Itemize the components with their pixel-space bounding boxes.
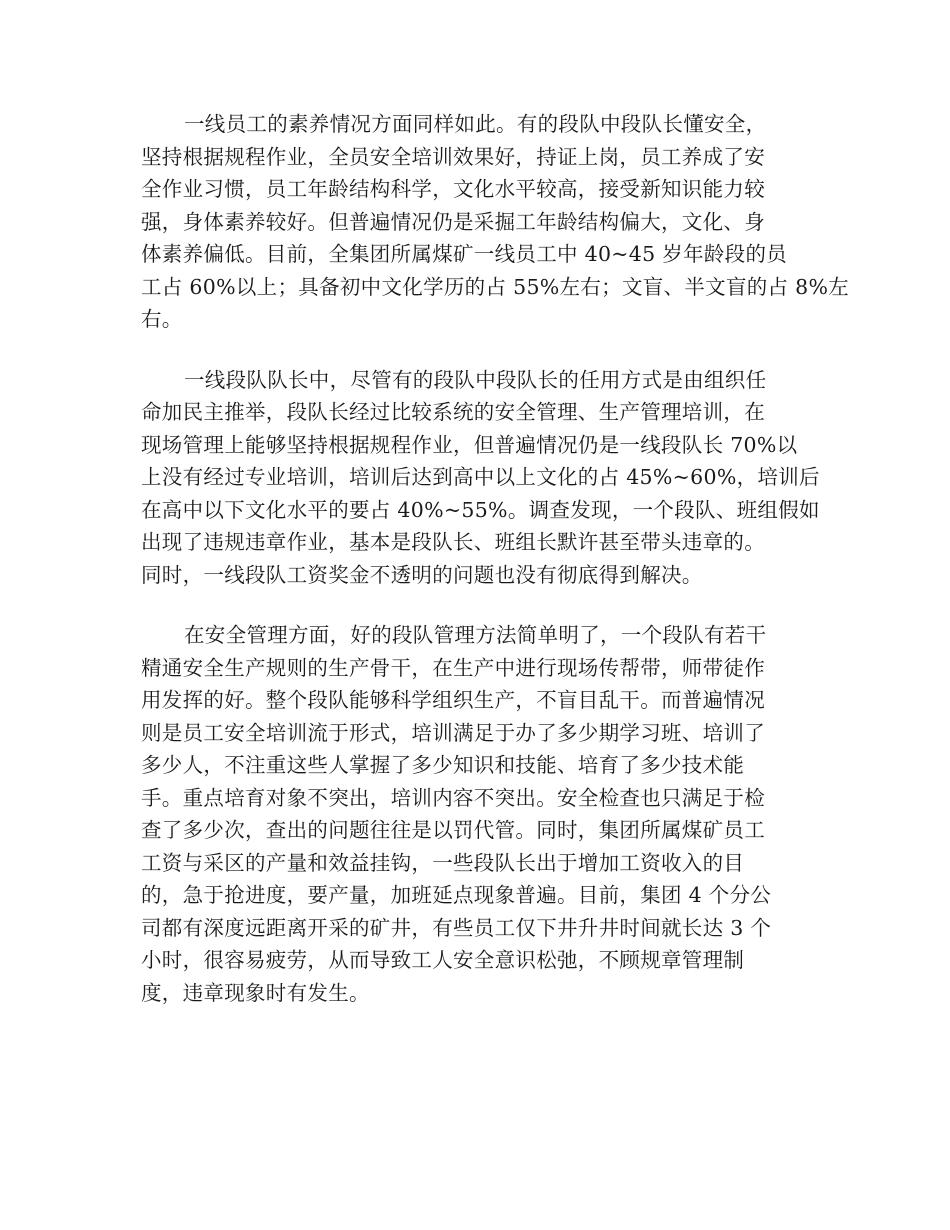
document-page — [141, 108, 850, 1037]
text-line: 上没有经过专业培训，培训后达到高中以上文化的占 45%~60%，培训后 — [141, 465, 820, 489]
text-line: 强，身体素养较好。但普遍情况仍是采掘工年龄结构偏大，文化、身 — [141, 209, 765, 234]
text-line: 司都有深度远距离开采的矿井，有些员工仅下井升井时间就长达 3 个 — [141, 915, 772, 940]
text-line: 用发挥的好。整个段队能够科学组织生产，不盲目乱干。而普遍情况 — [141, 688, 765, 712]
text-line: 精通安全生产规则的生产骨干，在生产中进行现场传帮带，师带徒作 — [141, 655, 765, 680]
text-line: 多少人，不注重这些人掌握了多少知识和技能、培育了多少技术能 — [141, 753, 745, 777]
text-line: 查了多少次，查出的问题往往是以罚代管。同时，集团所属煤矿员工 — [141, 818, 765, 842]
text-line: 出现了违规违章作业，基本是段队长、班组长默许甚至带头违章的。 — [141, 530, 765, 554]
text-line: 在高中以下文化水平的要占 40%~55%。调查发现，一个段队、班组假如 — [141, 497, 820, 522]
text-line: 在安全管理方面，好的段队管理方法简单明了，一个段队有若干 — [184, 623, 767, 647]
text-line: 现场管理上能够坚持根据规程作业，但普遍情况仍是一线段队长 70%以 — [141, 432, 798, 457]
text-line: 的，急于抢进度，要产量，加班延点现象普遍。目前，集团 4 个分公 — [141, 883, 772, 907]
paragraph-team-leaders — [141, 364, 820, 592]
text-line: 小时，很容易疲劳，从而导致工人安全意识松弛，不顾规章管理制 — [141, 948, 745, 972]
text-line: 度，违章现象时有发生。 — [141, 980, 370, 1005]
text-line: 则是员工安全培训流于形式，培训满足于办了多少期学习班、培训了 — [141, 720, 765, 745]
text-line: 工占 60%以上；具备初中文化学历的占 55%左右；文盲、半文盲的占 8%左 — [141, 274, 850, 299]
text-line: 同时，一线段队工资奖金不透明的问题也没有彻底得到解决。 — [141, 562, 703, 587]
text-line: 命加民主推举，段队长经过比较系统的安全管理、生产管理培训，在 — [141, 400, 765, 424]
text-line: 一线段队队长中，尽管有的段队中段队长的任用方式是由组织任 — [184, 367, 767, 392]
paragraph-safety-management — [141, 619, 811, 1009]
text-line: 手。重点培育对象不突出，培训内容不突出。安全检查也只满足于检 — [141, 785, 765, 810]
text-line: 体素养偏低。目前，全集团所属煤矿一线员工中 40~45 岁年龄段的员 — [141, 242, 788, 266]
text-line: 坚持根据规程作业，全员安全培训效果好，持证上岗，员工养成了安 — [141, 144, 765, 169]
paragraph-worker-quality — [141, 108, 850, 336]
text-line: 一线员工的素养情况方面同样如此。有的段队中段队长懂安全， — [184, 112, 767, 136]
text-line: 右。 — [141, 307, 183, 331]
text-line: 工资与采区的产量和效益挂钩，一些段队长出于增加工资收入的目 — [141, 850, 745, 875]
text-line: 全作业习惯，员工年龄结构科学，文化水平较高，接受新知识能力较 — [141, 177, 765, 201]
